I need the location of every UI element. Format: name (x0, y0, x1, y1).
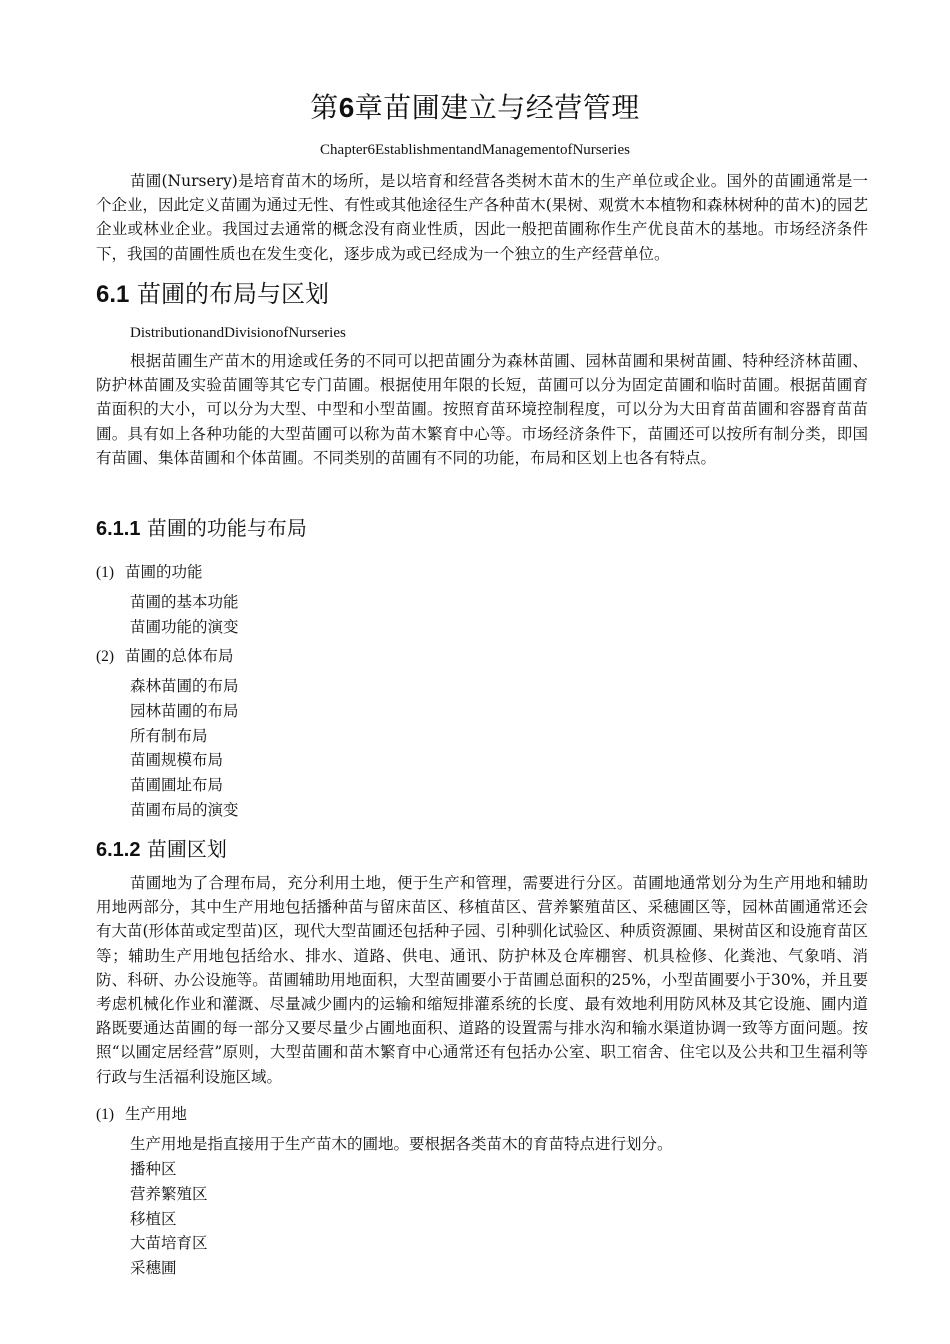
list-item: 园林苗圃的布局 (130, 702, 239, 720)
list-item: 苗圃圃址布局 (130, 776, 224, 794)
section-number: 6.1 (96, 281, 130, 308)
chapter-title: 第6章苗圃建立与经营管理 (310, 91, 640, 124)
subsection-title: 苗圃区划 (146, 837, 227, 861)
list-item: 苗圃功能的演变 (130, 618, 239, 636)
list-item: 大苗培育区 (130, 1234, 208, 1252)
section-title: 苗圃的布局与区划 (137, 280, 330, 308)
list-group-heading: (1) 苗圃的功能 (96, 563, 203, 581)
list-group-heading: (1) 生产用地 (96, 1105, 188, 1123)
list-item: 移植区 (130, 1210, 177, 1228)
subsection-heading-6-1-1 (96, 512, 307, 541)
list-group-heading: (2) 苗圃的总体布局 (96, 647, 234, 665)
subsection-number: 6.1.1 (96, 518, 141, 540)
list-item-description: 生产用地是指直接用于生产苗木的圃地。要根据各类苗木的育苗特点进行划分。 (130, 1135, 673, 1153)
subsection-heading-6-1-2 (96, 833, 227, 862)
chapter-subtitle: Chapter6EstablishmentandManagementofNurseries (320, 142, 630, 158)
section-6-1-2-paragraph: 苗圃地为了合理布局，充分利用土地，便于生产和管理，需要进行分区。苗圃地通常划分为生产用地和辅助用地两部分，其中生产用地包括播种苗与留床苗区、移植苗区、营养繁殖苗区、采穗圃区等，园林苗圃通常还会有大苗(形体苗或定型苗)区，现代大型苗圃还包括种子园、引种驯化试验区、种质资源圃、果树苗区和设施育苗区等；辅助生产用地包括给水、排水、道路、供电、通讯、防护林及仓库棚窖、机具检修、化粪池、气象哨、消防、科研、办公设施等。苗圃辅助用地面积，大型苗圃要小于苗圃总面积的25%，小型苗圃要小于30%，并且要考虑机械化作业和灌溉、尽量减少圃内的运输和缩短排灌系统的长度、最有效地利用防风林及其它设施、圃内道路既要通达苗圃的每一部分又要尽量少占圃地面积、道路的设置需与排水沟和输水渠道协调一致等方面问题。按照“以圃定居经营”原则，大型苗圃和苗木繁育中心通常还有包括办公室、职工宿舍、住宅以及公共和卫生福利等行政与生活福利设施区域。 (96, 874, 868, 1086)
section-heading-6-1 (96, 274, 329, 309)
list-item: 苗圃布局的演变 (130, 801, 239, 819)
subsection-number: 6.1.2 (96, 839, 141, 861)
list-item: 营养繁殖区 (130, 1185, 208, 1203)
intro-paragraph: 苗圃(Nursery)是培育苗木的场所，是以培育和经营各类树木苗木的生产单位或企业。国外的苗圃通常是一个企业，因此定义苗圃为通过无性、有性或其他途径生产各种苗木(果树、观赏木本植物和森林树种的苗木)的园艺企业或林业企业。我国过去通常的概念没有商业性质，因此一般把苗圃称作生产优良苗木的基地。市场经济条件下，我国的苗圃性质也在发生变化，逐步成为或已经成为一个独立的生产经营单位。 (96, 172, 868, 263)
list-item: 所有制布局 (130, 727, 208, 745)
list-item: 苗圃的基本功能 (130, 593, 239, 611)
list-item: 苗圃规模布局 (130, 751, 224, 769)
section-6-1-paragraph: 根据苗圃生产苗木的用途或任务的不同可以把苗圃分为森林苗圃、园林苗圃和果树苗圃、特种经济林苗圃、防护林苗圃及实验苗圃等其它专门苗圃。根据使用年限的长短，苗圃可以分为固定苗圃和临时苗圃。根据苗圃育苗面积的大小，可以分为大型、中型和小型苗圃。按照育苗环境控制程度，可以分为大田育苗苗圃和容器育苗苗圃。具有如上各种功能的大型苗圃可以称为苗木繁育中心等。市场经济条件下，苗圃还可以按所有制分类，即国有苗圃、集体苗圃和个体苗圃。不同类别的苗圃有不同的功能，布局和区划上也各有特点。 (96, 352, 868, 467)
list-item: 采穗圃 (130, 1259, 177, 1277)
list-item: 森林苗圃的布局 (130, 677, 239, 695)
subsection-title: 苗圃的功能与布局 (146, 516, 307, 540)
section-english-title: DistributionandDivisionofNurseries (130, 325, 346, 341)
list-item: 播种区 (130, 1160, 177, 1178)
